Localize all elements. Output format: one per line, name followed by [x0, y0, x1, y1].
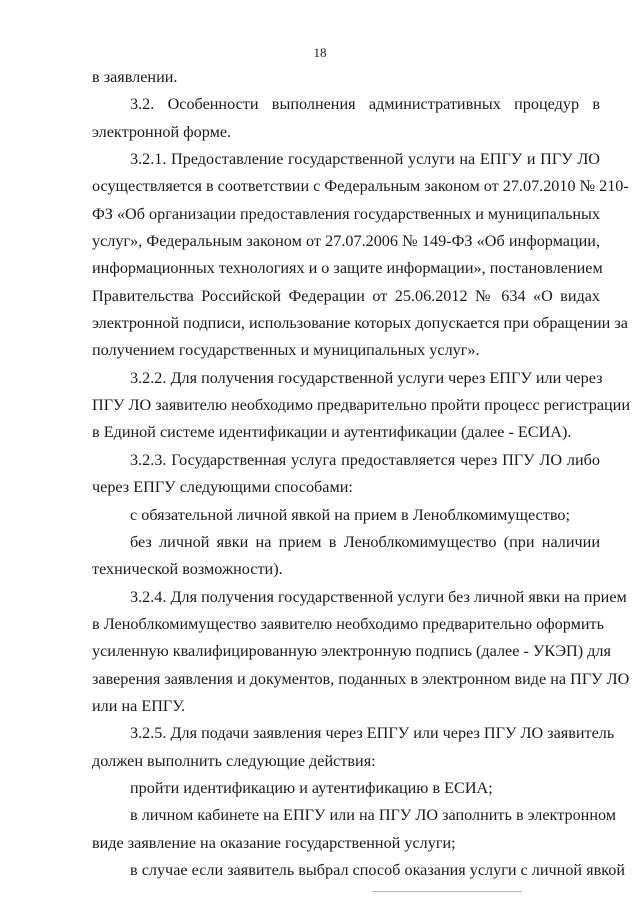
- document-body: [92, 64, 631, 884]
- paragraph-3-2-2-start: 3.2.2. Для получения государственной услуги через ЕПГУ или через: [130, 368, 603, 387]
- paragraph-3-2-5-start: 3.2.5. Для подачи заявления через ЕПГУ или через ПГУ ЛО заявитель: [130, 724, 615, 743]
- paragraph-3-2-4-start: 3.2.4. Для получения государственной услуги без личной явки на прием: [130, 587, 627, 606]
- text-line: электронной подписи, использование которых допускается при обращении за: [92, 314, 628, 333]
- text-line: в Единой системе идентификации и аутентификации (далее - ЕСИА).: [92, 423, 572, 442]
- text-line: получением государственных и муниципальных услуг».: [92, 341, 480, 360]
- page-number: 18: [313, 45, 327, 60]
- paragraph-3-2-3-start: 3.2.3. Государственная услуга предоставляется через ПГУ ЛО либо: [130, 450, 600, 469]
- text-line: должен выполнить следующие действия:: [92, 751, 376, 770]
- text-line: информационных технологиях и о защите информации», постановлением: [92, 259, 603, 278]
- text-line: виде заявление на оказание государственной услуги;: [92, 833, 456, 852]
- text-line: Правительства Российской Федерации от 25.06.2012 № 634 «О видах: [92, 286, 600, 305]
- text-line: усиленную квалифицированную электронную подпись (далее - УКЭП) для: [92, 642, 611, 661]
- text-line: заверения заявления и документов, поданных в электронном виде на ПГУ ЛО: [92, 669, 630, 688]
- text-line: ПГУ ЛО заявителю необходимо предварительно пройти процесс регистрации: [92, 396, 631, 415]
- text-line: через ЕПГУ следующими способами:: [92, 478, 353, 497]
- list-item: пройти идентификацию и аутентификацию в ЕСИА;: [130, 778, 493, 797]
- text-line: технической возможности).: [92, 560, 283, 579]
- list-item: в личном кабинете на ЕПГУ или на ПГУ ЛО заполнить в электронном: [130, 806, 617, 825]
- text-line: ФЗ «Об организации предоставления государственных и муниципальных: [92, 204, 600, 223]
- scan-edge-line: [372, 891, 522, 892]
- list-item: в случае если заявитель выбрал способ оказания услуги с личной явкой: [130, 860, 626, 879]
- paragraph-3-2-1-start: 3.2.1. Предоставление государственной услуги на ЕПГУ и ПГУ ЛО: [130, 150, 600, 169]
- text-line: электронной форме.: [92, 122, 232, 141]
- text-line: осуществляется в соответствии с Федеральным законом от 27.07.2010 № 210-: [92, 177, 629, 196]
- list-item: без личной явки на прием в Леноблкомимущество (при наличии: [130, 532, 600, 551]
- text-line: в Леноблкомимущество заявителю необходимо предварительно оформить: [92, 614, 604, 633]
- list-item: с обязательной личной явкой на прием в Леноблкомимущество;: [130, 505, 570, 524]
- section-heading-3-2: 3.2. Особенности выполнения административных процедур в: [130, 95, 600, 114]
- text-line: или на ЕПГУ.: [92, 696, 186, 715]
- text-line: в заявлении.: [92, 68, 178, 86]
- text-line: услуг», Федеральным законом от 27.07.2006 № 149-ФЗ «Об информации,: [92, 232, 600, 251]
